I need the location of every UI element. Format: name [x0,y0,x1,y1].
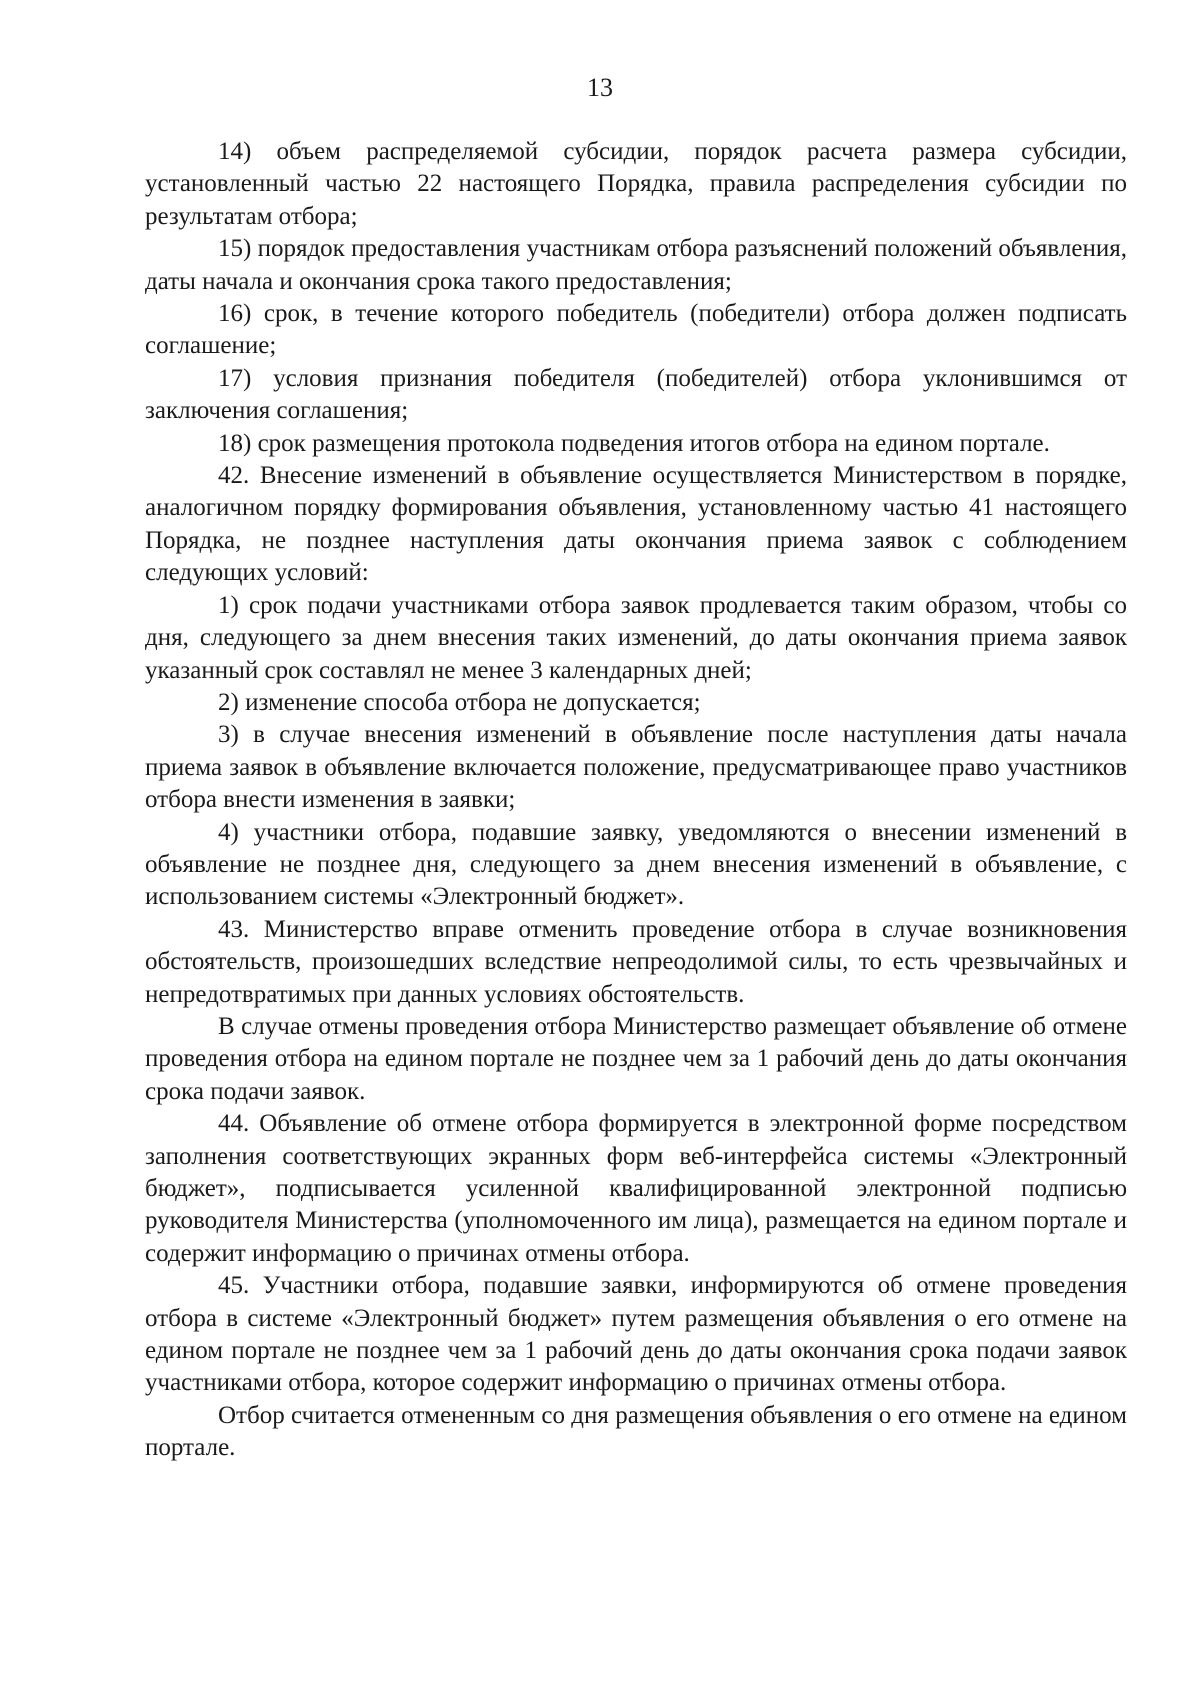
paragraph-clause-42: 42. Внесение изменений в объявление осуществляется Министерством в порядке, аналогичном порядку формирования объявления, установленному частью 41 настоящего Порядка, не позднее наступления даты окончания приема заявок с соблюдением следующих условий: [145,462,1127,587]
paragraph-clause-42-item-4: 4) участники отбора, подавшие заявку, уведомляются о внесении изменений в объявление не позднее дня, следующего за днем внесения изменений в объявление, с использованием системы «Электронный бюджет». [145,818,1127,911]
paragraph-clause-42-item-2: 2) изменение способа отбора не допускается; [218,688,701,716]
paragraph-item-14: 14) объем распределяемой субсидии, порядок расчета размера субсидии, установленный частью 22 настоящего Порядка, правила распределения субсидии по результатам отбора; [145,138,1127,230]
paragraph-clause-45: 45. Участники отбора, подавшие заявки, информируются об отмене проведения отбора в системе «Электронный бюджет» путем размещения объявления о его отмене на едином портале не позднее чем за 1 рабочий день до даты окончания срока подачи заявок участниками отбора, которое содержит информацию о причинах отмены отбора. [145,1272,1127,1397]
paragraph-clause-42-item-3: 3) в случае внесения изменений в объявление после наступления даты начала приема заявок в объявление включается положение, предусматривающее право участников отбора внести изменения в заявки; [145,721,1127,814]
paragraph-clause-43-cont: В случае отмены проведения отбора Министерство размещает объявление об отмене проведения отбора на едином портале не позднее чем за 1 рабочий день до даты окончания срока подачи заявок. [145,1012,1127,1105]
paragraph-item-16: 16) срок, в течение которого победитель (победители) отбора должен подписать соглашение; [145,300,1127,360]
paragraph-clause-43: 43. Министерство вправе отменить проведение отбора в случае возникновения обстоятельств, произошедших вследствие непреодолимой силы, то есть чрезвычайных и непредотвратимых при данных условиях обстоятельств. [145,915,1127,1008]
paragraph-item-18: 18) срок размещения протокола подведения итогов отбора на едином портале. [218,429,1050,457]
paragraph-item-17: 17) условия признания победителя (победителей) отбора уклонившимся от заключения соглашения; [145,364,1127,425]
document-body [145,136,1127,1465]
page-number: 13 [587,73,613,102]
paragraph-item-15: 15) порядок предоставления участникам отбора разъяснений положений объявления, даты начала и окончания срока такого предоставления; [145,235,1127,295]
paragraph-clause-42-item-1: 1) срок подачи участниками отбора заявок продлевается таким образом, чтобы со дня, следующего за днем внесения таких изменений, до даты окончания приема заявок указанный срок составлял не менее 3 календарных дней; [145,591,1127,684]
paragraph-clause-45-cont: Отбор считается отмененным со дня размещения объявления о его отмене на едином портале. [145,1401,1127,1462]
paragraph-clause-44: 44. Объявление об отмене отбора формируется в электронной форме посредством заполнения соответствующих экранных форм веб-интерфейса системы «Электронный бюджет», подписывается усиленной квалифицированной электронной подписью руководителя Министерства (уполномоченного им лица), размещается на едином портале и содержит информацию о причинах отмены отбора. [145,1110,1127,1267]
